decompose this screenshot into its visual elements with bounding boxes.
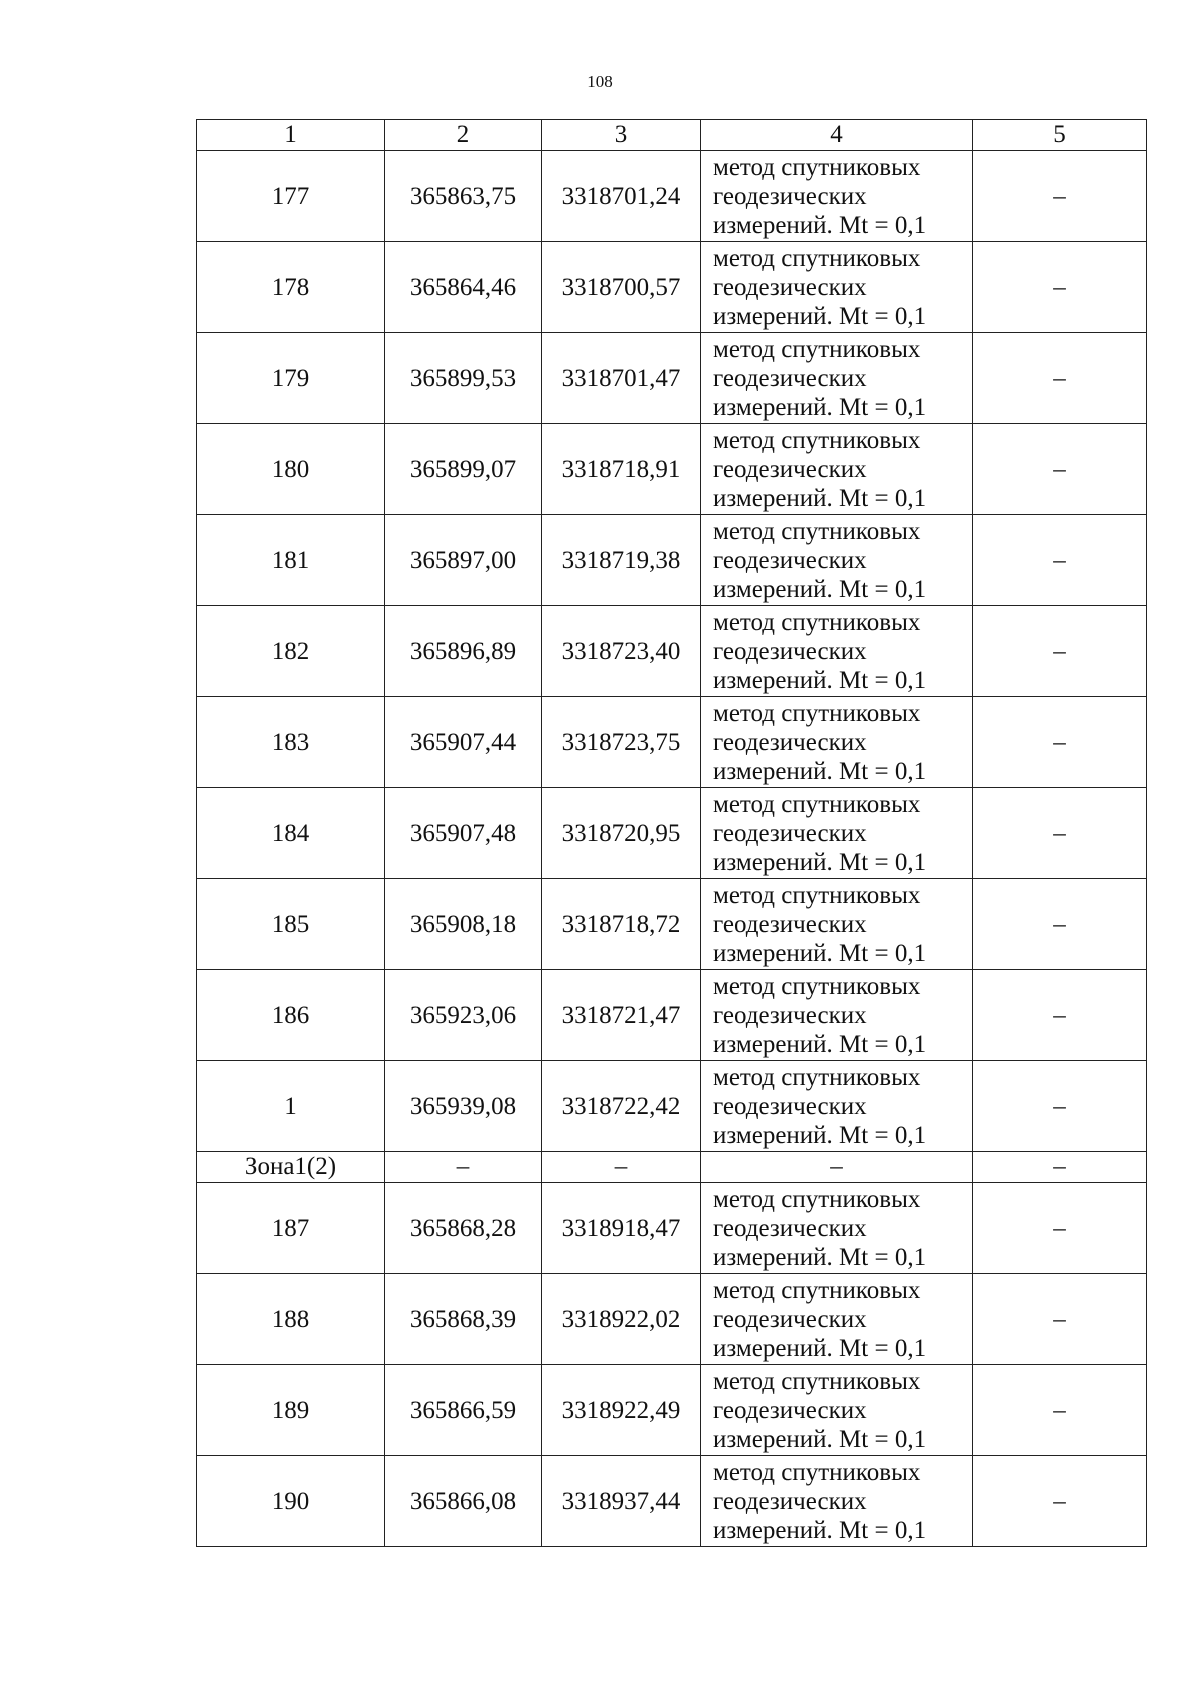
method-text-line: метод спутниковых [713,1367,921,1395]
method-cell [701,970,973,1061]
table-row [197,606,1147,697]
column-header-3: 3 [542,120,701,151]
error-cell: – [973,879,1147,970]
point-number-cell: 186 [197,970,385,1061]
x-coordinate-cell: 365863,75 [385,151,542,242]
y-coordinate-cell: 3318918,47 [542,1183,701,1274]
method-text-line: метод спутниковых [713,1063,921,1091]
column-header-1: 1 [197,120,385,151]
method-text-line: метод спутниковых [713,699,921,727]
method-text-line: измерений. Mt = 0,1 [713,1030,927,1058]
x-coordinate-cell: 365896,89 [385,606,542,697]
point-number-cell: 182 [197,606,385,697]
table-row [197,1456,1147,1547]
method-text-line: метод спутниковых [713,517,921,545]
y-coordinate-cell: 3318719,38 [542,515,701,606]
error-cell: – [973,515,1147,606]
table-row [197,879,1147,970]
method-text-line: геодезических [713,1214,867,1242]
table-row [197,788,1147,879]
error-cell: – [973,1183,1147,1274]
point-number-cell: 179 [197,333,385,424]
method-text-line: измерений. Mt = 0,1 [713,1243,927,1271]
method-text-line: измерений. Mt = 0,1 [713,393,927,421]
method-text-line: измерений. Mt = 0,1 [713,484,927,512]
method-cell [701,1274,973,1365]
x-coordinate-cell: 365868,39 [385,1274,542,1365]
method-cell [701,1061,973,1152]
method-cell [701,242,973,333]
method-text-line: метод спутниковых [713,608,921,636]
method-text-line: метод спутниковых [713,1458,921,1486]
error-cell: – [973,242,1147,333]
point-number-cell: 183 [197,697,385,788]
x-coordinate-cell: 365899,53 [385,333,542,424]
method-text-line: геодезических [713,910,867,938]
method-text-line: измерений. Mt = 0,1 [713,1425,927,1453]
method-text-line: геодезических [713,364,867,392]
point-number-cell: 184 [197,788,385,879]
method-text-line: метод спутниковых [713,972,921,1000]
y-coordinate-cell: 3318720,95 [542,788,701,879]
table-row [197,1061,1147,1152]
method-text-line: геодезических [713,273,867,301]
y-coordinate-cell: 3318723,40 [542,606,701,697]
error-cell: – [973,1456,1147,1547]
method-cell [701,515,973,606]
zone-row [197,1152,1147,1183]
error-cell: – [973,970,1147,1061]
error-cell: – [973,333,1147,424]
table-row [197,515,1147,606]
y-coordinate-cell: 3318701,47 [542,333,701,424]
column-header-5: 5 [973,120,1147,151]
x-coordinate-cell: 365868,28 [385,1183,542,1274]
x-coordinate-cell: 365866,59 [385,1365,542,1456]
method-text-line: измерений. Mt = 0,1 [713,666,927,694]
method-text-line: геодезических [713,728,867,756]
error-cell: – [973,1274,1147,1365]
method-text-line: геодезических [713,1305,867,1333]
method-text-line: метод спутниковых [713,1276,921,1304]
table-row [197,697,1147,788]
table-row [197,1274,1147,1365]
method-text-line: измерений. Mt = 0,1 [713,302,927,330]
y-coordinate-cell: 3318922,02 [542,1274,701,1365]
point-number-cell: 180 [197,424,385,515]
point-number-cell: 181 [197,515,385,606]
method-text-line: геодезических [713,637,867,665]
x-coordinate-cell: 365908,18 [385,879,542,970]
x-coordinate-cell: 365866,08 [385,1456,542,1547]
page-number: 108 [587,72,613,91]
point-number-cell: 189 [197,1365,385,1456]
method-text-line: метод спутниковых [713,790,921,818]
method-text-line: измерений. Mt = 0,1 [713,757,927,785]
zone-dash-cell: – [701,1152,973,1183]
method-text-line: метод спутниковых [713,881,921,909]
method-cell [701,1365,973,1456]
point-number-cell: 187 [197,1183,385,1274]
y-coordinate-cell: 3318922,49 [542,1365,701,1456]
error-cell: – [973,424,1147,515]
method-cell [701,1183,973,1274]
method-cell [701,606,973,697]
error-cell: – [973,788,1147,879]
method-text-line: измерений. Mt = 0,1 [713,1121,927,1149]
y-coordinate-cell: 3318721,47 [542,970,701,1061]
y-coordinate-cell: 3318723,75 [542,697,701,788]
error-cell: – [973,1365,1147,1456]
method-text-line: геодезических [713,182,867,210]
error-cell: – [973,606,1147,697]
y-coordinate-cell: 3318700,57 [542,242,701,333]
x-coordinate-cell: 365923,06 [385,970,542,1061]
x-coordinate-cell: 365864,46 [385,242,542,333]
method-text-line: метод спутниковых [713,426,921,454]
table-row [197,424,1147,515]
method-text-line: метод спутниковых [713,244,921,272]
coordinates-table [196,119,1147,1547]
x-coordinate-cell: 365939,08 [385,1061,542,1152]
header-row [197,120,1147,151]
point-number-cell: 188 [197,1274,385,1365]
method-text-line: геодезических [713,546,867,574]
method-text-line: измерений. Mt = 0,1 [713,211,927,239]
method-text-line: геодезических [713,455,867,483]
method-text-line: измерений. Mt = 0,1 [713,1516,927,1544]
zone-dash-cell: – [385,1152,542,1183]
point-number-cell: 190 [197,1456,385,1547]
x-coordinate-cell: 365907,48 [385,788,542,879]
y-coordinate-cell: 3318718,72 [542,879,701,970]
error-cell: – [973,151,1147,242]
point-number-cell: 1 [197,1061,385,1152]
y-coordinate-cell: 3318722,42 [542,1061,701,1152]
y-coordinate-cell: 3318718,91 [542,424,701,515]
table-row [197,333,1147,424]
method-cell [701,151,973,242]
error-cell: – [973,1061,1147,1152]
method-cell [701,333,973,424]
method-text-line: измерений. Mt = 0,1 [713,575,927,603]
x-coordinate-cell: 365897,00 [385,515,542,606]
method-cell [701,424,973,515]
method-cell [701,697,973,788]
x-coordinate-cell: 365899,07 [385,424,542,515]
table-row [197,151,1147,242]
table-row [197,1183,1147,1274]
y-coordinate-cell: 3318701,24 [542,151,701,242]
method-text-line: измерений. Mt = 0,1 [713,1334,927,1362]
error-cell: – [973,697,1147,788]
method-text-line: геодезических [713,1396,867,1424]
table-row [197,970,1147,1061]
table-row [197,1365,1147,1456]
column-header-4: 4 [701,120,973,151]
y-coordinate-cell: 3318937,44 [542,1456,701,1547]
method-cell [701,879,973,970]
zone-dash-cell: – [973,1152,1147,1183]
method-text-line: метод спутниковых [713,335,921,363]
point-number-cell: 177 [197,151,385,242]
table-body [197,120,1147,1547]
method-cell [701,788,973,879]
x-coordinate-cell: 365907,44 [385,697,542,788]
zone-dash-cell: – [542,1152,701,1183]
method-text-line: геодезических [713,1487,867,1515]
method-text-line: метод спутниковых [713,1185,921,1213]
method-text-line: геодезических [713,819,867,847]
method-text-line: метод спутниковых [713,153,921,181]
method-text-line: измерений. Mt = 0,1 [713,848,927,876]
point-number-cell: 178 [197,242,385,333]
method-text-line: геодезических [713,1001,867,1029]
method-text-line: измерений. Mt = 0,1 [713,939,927,967]
column-header-2: 2 [385,120,542,151]
method-text-line: геодезических [713,1092,867,1120]
method-cell [701,1456,973,1547]
table-row [197,242,1147,333]
zone-label-cell: Зона1(2) [197,1152,385,1183]
point-number-cell: 185 [197,879,385,970]
